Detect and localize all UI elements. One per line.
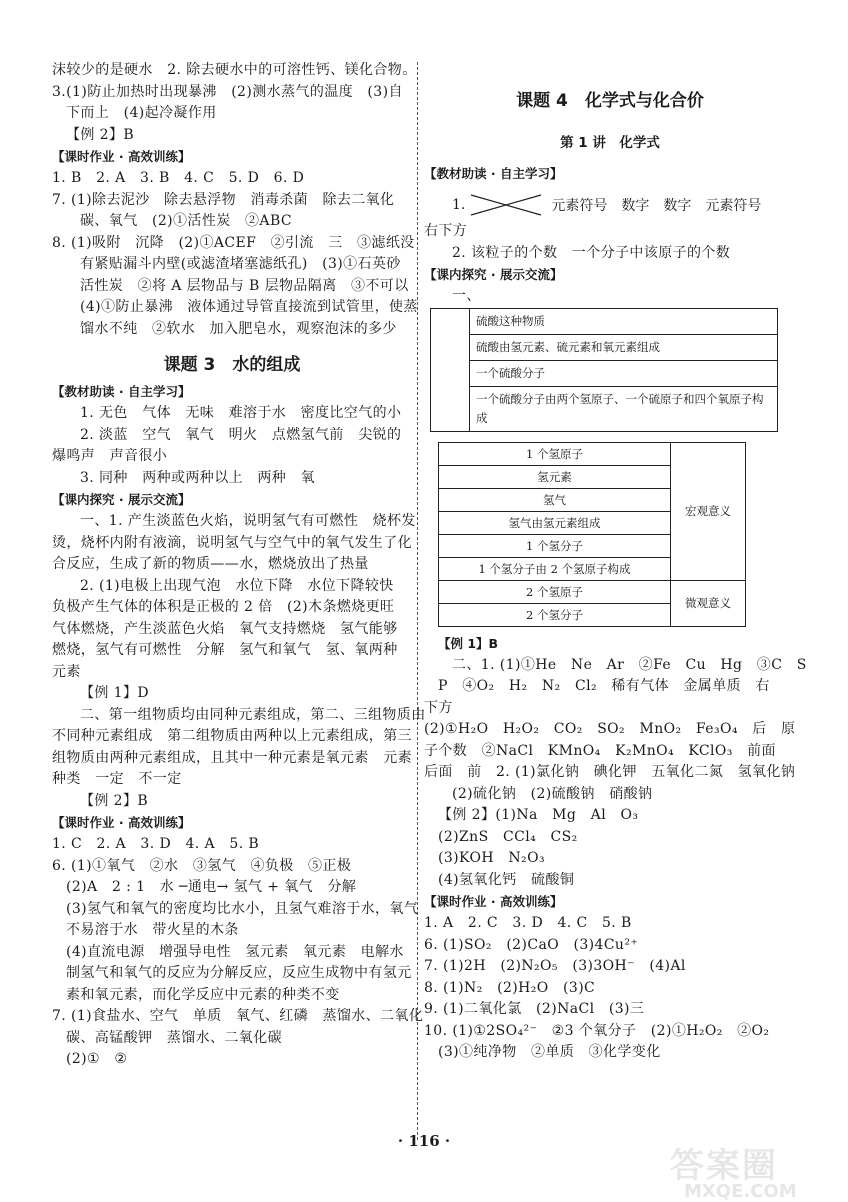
text-line: 【例 1】D	[80, 685, 149, 701]
text-line: 活性炭 ②将 A 层物品与 B 层物品隔离 ③不可以	[80, 277, 409, 294]
table-cell: 氢气	[439, 488, 671, 511]
table-cell: 一个硫酸分子由两个氢原子、一个硫原子和四个氧原子构成	[470, 386, 778, 431]
text-line: 1. A 2. C 3. D 4. C 5. B	[424, 915, 632, 931]
text-line: 7. (1)食盐水、空气 单质 氧气、红磷 蒸馏水、二氧化	[52, 1008, 424, 1024]
text-line: 燃烧，氢气有可燃性 分解 氢气和氧气 氢、氧两种	[52, 642, 398, 658]
text-line: (3)氢气和氧气的密度均比水小，且氢气难溶于水，氧气	[66, 900, 419, 917]
section-heading: 【教材助读 · 自主学习】	[52, 384, 191, 399]
text-line: (4)①防止暴沸 液体通过导管直接流到试管里，使蒸	[80, 299, 418, 315]
text-line: 1. B 2. A 3. B 4. C 5. D 6. D	[52, 170, 305, 186]
text-line: (4)氢氧化钙 硫酸铜	[438, 871, 575, 888]
text-line: (2)①H₂O H₂O₂ CO₂ SO₂ MnO₂ Fe₃O₄ 后 原	[424, 721, 796, 737]
text-line: 2. 该粒子的个数 一个分子中该原子的个数	[452, 244, 731, 261]
answer-text: 元素符号 数字 数字 元素符号	[551, 198, 762, 214]
section-heading: 【课时作业 · 高效训练】	[52, 149, 191, 164]
text-line: 烫，烧杯内附有液滴，说明氢气与空气中的氧气发生了化	[52, 534, 412, 551]
watermark-main: 答案圈	[670, 1146, 778, 1186]
homework-answers-2	[52, 834, 424, 1071]
reading-answers	[52, 403, 412, 489]
text-line: 7. (1)除去泥沙 除去悬浮物 消毒杀菌 除去二氧化	[52, 191, 395, 208]
part-label: 一、	[452, 288, 481, 304]
table-cell: 氢元素	[439, 465, 671, 488]
text-line: 元素	[52, 663, 81, 680]
exploration-answers	[52, 511, 426, 812]
left-top-lines	[52, 60, 417, 146]
watermark-sub: MXQE.COM	[684, 1181, 797, 1202]
hydrogen-meaning-table	[438, 442, 746, 627]
text-line: (2)① ②	[66, 1051, 128, 1067]
homework-answers	[52, 168, 418, 340]
table-cell: 2 个氢原子	[439, 580, 671, 603]
text-line: 气体燃烧，产生淡蓝色火焰 氧气支持燃烧 氢气能够	[52, 620, 398, 637]
text-line: 下而上 (4)起冷凝作用	[66, 105, 217, 121]
micro-label: 微观意义	[671, 580, 746, 626]
table-cell: 一个硫酸分子	[470, 360, 778, 386]
text-line: 沫较少的是硬水 2. 除去硬水中的可溶性钙、镁化合物。	[52, 62, 417, 78]
section-heading: 【课内探究 · 展示交流】	[52, 492, 191, 507]
text-line: 子个数 ②NaCl KMnO₄ K₂MnO₄ KClO₃ 前面	[424, 742, 776, 759]
section-heading: 【课时作业 · 高效训练】	[52, 815, 191, 830]
text-line: 右下方	[424, 223, 468, 239]
matching-row	[424, 189, 796, 221]
section-heading: 【教材助读 · 自主学习】	[424, 166, 563, 181]
right-column	[424, 60, 807, 1064]
text-line: 二、第一组物质均由同种元素组成，第二、三组物质由	[80, 706, 426, 723]
table-cell: 硫酸由氢元素、硫元素和氧元素组成	[470, 334, 778, 360]
sulfuric-acid-meaning-table	[430, 308, 778, 432]
text-line: 二、1. (1)①He Ne Ar ②Fe Cu Hg ③C S	[452, 656, 807, 673]
cross-lines-icon	[469, 192, 543, 218]
text-line: (3)①纯净物 ②单质 ③化学变化	[438, 1044, 661, 1060]
text-line: 2. 淡蓝 空气 氧气 明火 点燃氢气前 尖锐的	[80, 426, 402, 443]
text-line: 爆鸣声 声音很小	[52, 448, 168, 464]
left-column	[52, 60, 426, 1071]
text-line: P ④O₂ H₂ N₂ Cl₂ 稀有气体 金属单质 右	[438, 678, 770, 694]
question-number: 1.	[452, 197, 466, 213]
text-line: (4)直流电源 增强导电性 氢元素 氧元素 电解水	[66, 943, 404, 960]
example-answer: 【例 1】B	[438, 635, 499, 651]
text-line: 负极产生气体的体积是正极的 2 倍 (2)木条燃烧更旺	[52, 599, 395, 615]
text-line: 【例 2】B	[80, 792, 149, 809]
text-line: 3.(1)防止加热时出现暴沸 (2)测水蒸气的温度 (3)自	[52, 83, 403, 100]
table-cell: 硫酸这种物质	[470, 308, 778, 334]
topic-title: 课题 3 水的组成	[163, 355, 301, 375]
text-line: 下方	[424, 699, 453, 716]
table-cell: 1 个氢分子	[439, 534, 671, 557]
macro-label: 宏观意义	[671, 442, 746, 580]
text-line: (2)ZnS CCl₄ CS₂	[438, 828, 578, 845]
text-line: 1. 无色 气体 无味 难溶于水 密度比空气的小	[80, 405, 402, 421]
text-line: 8. (1)吸附 沉降 (2)①ACEF ②引流 三 ③滤纸没	[52, 234, 415, 251]
text-line: 【例 2】(1)Na Mg Al O₃	[438, 807, 639, 823]
text-line: 合反应，生成了新的物质——水，燃烧放出了热量	[52, 556, 369, 572]
watermark-logo	[670, 1138, 840, 1202]
table-cell: 1 个氢原子	[439, 442, 671, 465]
homework-answers-right	[424, 913, 796, 1064]
section-heading: 【课内探究 · 展示交流】	[424, 267, 563, 282]
text-line: 素和氧元素，而化学反应中元素的种类不变	[66, 986, 340, 1003]
text-line: (3)KOH N₂O₃	[438, 850, 545, 866]
column-divider	[417, 62, 418, 1140]
text-line: 10. (1)①2SO₄²⁻ ②3 个氧分子 (2)①H₂O₂ ②O₂	[424, 1022, 770, 1039]
text-line: 制氢气和氧气的反应为分解反应，反应生成物中有氢元	[66, 965, 412, 981]
text-line: 1. C 2. A 3. D 4. A 5. B	[52, 836, 260, 852]
text-line: 3. 同种 两种或两种以上 两种 氧	[80, 469, 316, 486]
page-number: · 116 ·	[397, 1132, 451, 1150]
text-line: 不易溶于水 带火星的木条	[66, 922, 239, 938]
lecture-title: 第 1 讲 化学式	[560, 135, 660, 151]
text-line: 7. (1)2H (2)N₂O₅ (3)3OH⁻ (4)Al	[424, 958, 686, 974]
text-line: 不同种元素组成 第二组物质由两种以上元素组成，第三	[52, 728, 412, 744]
topic-title: 课题 4 化学式与化合价	[516, 91, 704, 111]
table-cell: 2 个氢分子	[439, 603, 671, 626]
text-line: 2. (1)电极上出现气泡 水位下降 水位下降较快	[80, 577, 394, 594]
text-line: 馏水不纯 ②软水 加入肥皂水，观察泡沫的多少	[80, 320, 397, 337]
table-cell: 1 个氢分子由 2 个氢原子构成	[439, 557, 671, 580]
text-line: 8. (1)N₂ (2)H₂O (3)C	[424, 979, 596, 996]
text-line: 有紧贴漏斗内壁(或滤渣堵塞滤纸孔) (3)①石英砂	[80, 256, 401, 272]
text-line: 种类 一定 不一定	[52, 771, 182, 787]
table-cell: 氢气由氢元素组成	[439, 511, 671, 534]
text-line: 碳、高锰酸钾 蒸馏水、二氧化碳	[66, 1029, 282, 1046]
section-heading: 【课时作业 · 高效训练】	[424, 894, 563, 909]
text-line: 一、1. 产生淡蓝色火焰，说明氢气有可燃性 烧杯发	[80, 513, 416, 529]
text-line: (2)硫化钠 (2)硫酸钠 硝酸钠	[452, 785, 653, 802]
text-line: 碳、氧气 (2)①活性炭 ②ABC	[80, 213, 293, 229]
part2-answers	[424, 655, 807, 892]
text-line: 9. (1)二氧化氯 (2)NaCl (3)三	[424, 1001, 645, 1017]
text-line: 组物质由两种元素组成，且其中一种元素是氧元素 元素	[52, 749, 412, 766]
text-line: 6. (1)SO₂ (2)CaO (3)4Cu²⁺	[424, 936, 639, 953]
text-line: (2)A 2 : 1 水 ─通电→ 氢气 + 氧气 分解	[66, 879, 357, 895]
text-line: 后面 前 2. (1)氯化钠 碘化钾 五氧化二氮 氢氧化钠	[424, 764, 796, 780]
text-line: 6. (1)①氧气 ②水 ③氢气 ④负极 ⑤正极	[52, 857, 352, 874]
text-line: 【例 2】B	[66, 126, 135, 143]
